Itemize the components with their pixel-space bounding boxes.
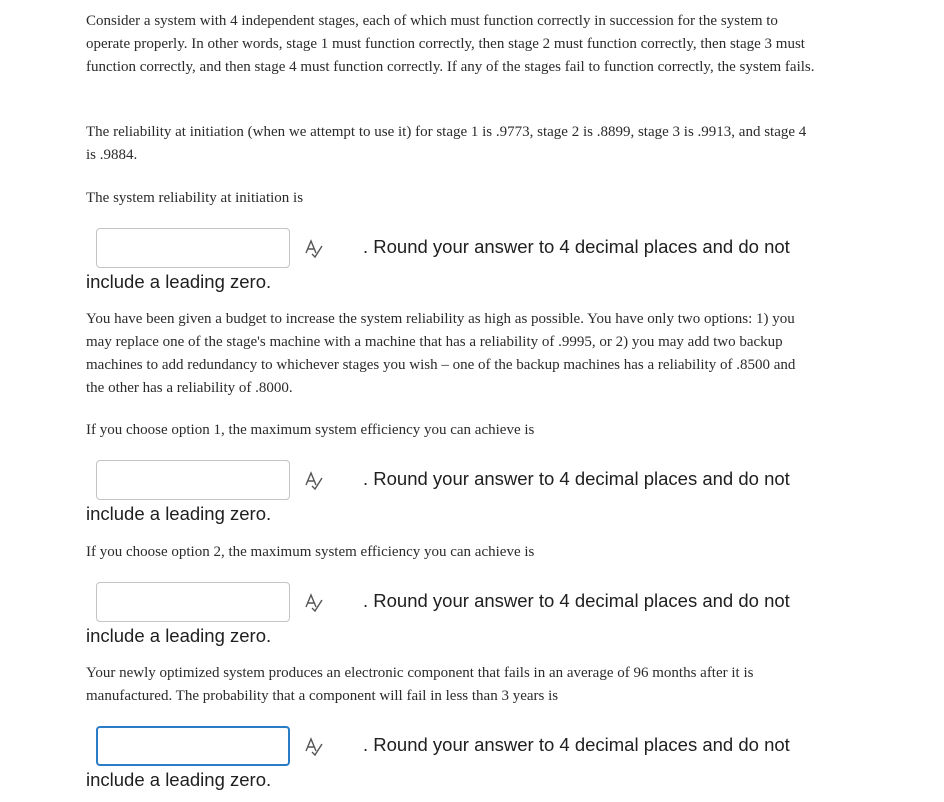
round-instruction-1: . Round your answer to 4 decimal places and do not <box>363 236 790 257</box>
answer-input-3[interactable] <box>96 582 290 622</box>
question-4-prompt: Your newly optimized system produces an electronic component that fails in an average of 96 months after it is manufactured. The probability that a component will fail in less than 3 years is <box>86 665 754 704</box>
question-2-prompt: If you choose option 1, the maximum system efficiency you can achieve is <box>86 422 535 438</box>
round-instruction-2: . Round your answer to 4 decimal places and do not <box>363 468 790 489</box>
round-instruction-3-cont: include a leading zero. <box>86 625 272 646</box>
answer-input-2[interactable] <box>96 460 290 500</box>
answer-input-4[interactable] <box>96 726 290 766</box>
answer-input-1[interactable] <box>96 228 290 268</box>
spell-check-icon[interactable] <box>303 470 325 492</box>
round-instruction-2-cont: include a leading zero. <box>86 503 272 524</box>
question-3-prompt: If you choose option 2, the maximum system efficiency you can achieve is <box>86 544 535 560</box>
round-instruction-3: . Round your answer to 4 decimal places and do not <box>363 590 790 611</box>
question-1-prompt: The system reliability at initiation is <box>86 190 304 206</box>
round-instruction-4: . Round your answer to 4 decimal places and do not <box>363 734 790 755</box>
reliability-paragraph: The reliability at initiation (when we attempt to use it) for stage 1 is .9773, stage 2 is .8899, stage 3 is .9913, and stage 4 is .9884. <box>86 124 807 163</box>
budget-paragraph: You have been given a budget to increase the system reliability as high as possible. You have only two options: 1) you may replace one of the stage's machine with a machine that has a reliability of .9995, or 2) you may add two backup machines to add redundancy to whichever stages you wish – one of the backup machines has a reliability of .8500 and the other has a reliability of .8000. <box>86 311 796 396</box>
spell-check-icon[interactable] <box>303 736 325 758</box>
spell-check-icon[interactable] <box>303 592 325 614</box>
intro-paragraph: Consider a system with 4 independent stages, each of which must function correctly in succession for the system to operate properly. In other words, stage 1 must function correctly, then stage 2 must function correctly, then stage 3 must function correctly, and then stage 4 must function correctly. If any of the stages fail to function correctly, the system fails. <box>86 13 815 75</box>
spell-check-icon[interactable] <box>303 238 325 260</box>
round-instruction-4-cont: include a leading zero. <box>86 769 272 790</box>
round-instruction-1-cont: include a leading zero. <box>86 271 272 292</box>
